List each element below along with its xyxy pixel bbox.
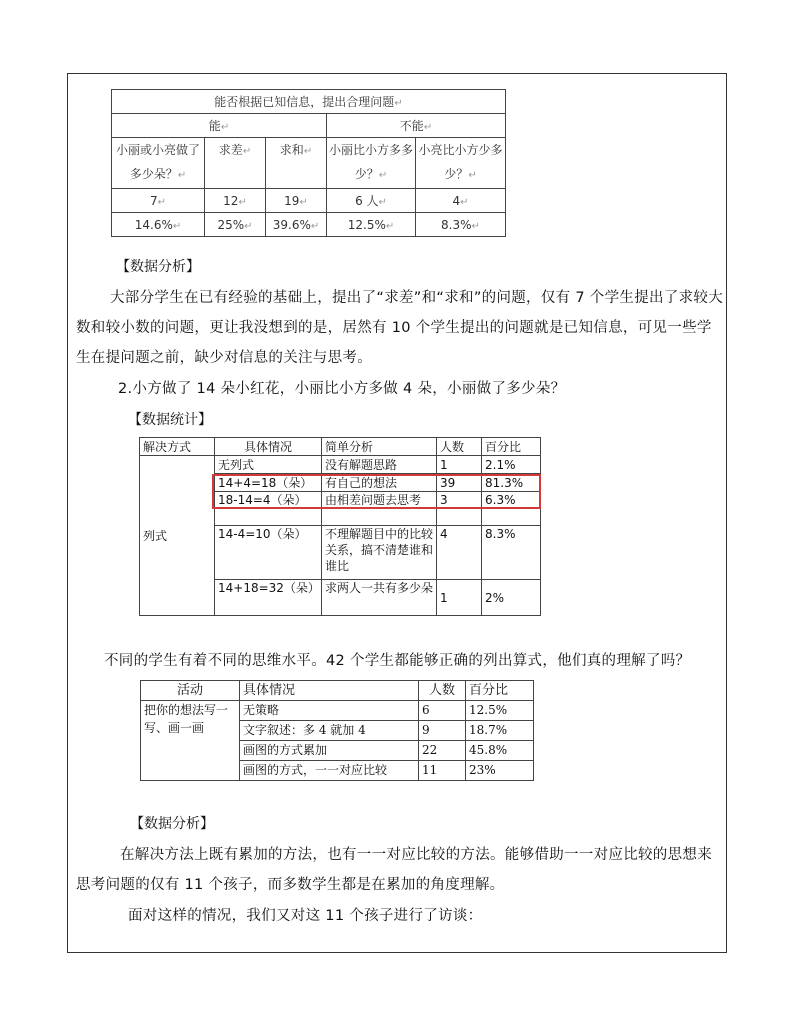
highlight-box xyxy=(212,474,541,509)
table2-detail: 14+4=18（朵） xyxy=(215,474,322,492)
table2-count: 3 xyxy=(437,492,482,526)
activity-table xyxy=(140,680,534,781)
table1-header-cell: 求和↵ xyxy=(266,138,327,189)
table2-header: 解决方式 xyxy=(140,438,215,456)
table3-header: 百分比 xyxy=(466,681,534,701)
table3-header: 活动 xyxy=(141,681,240,701)
table1-count-cell: 6 人↵ xyxy=(327,189,416,213)
table2-pct: 6.3% xyxy=(482,492,541,526)
question-2: 2.小方做了 14 朵小红花，小丽比小方多做 4 朵，小丽做了多少朵？ xyxy=(118,381,566,397)
table1-count-cell: 12↵ xyxy=(205,189,266,213)
table2-count: 4 xyxy=(437,526,482,580)
table3-count: 22 xyxy=(419,741,466,761)
table1-percent-cell: 14.6%↵ xyxy=(112,213,205,237)
table3-count: 9 xyxy=(419,721,466,741)
table3-detail: 无策略 xyxy=(240,701,419,721)
table2-header: 简单分析 xyxy=(322,438,437,456)
table1-percent-cell: 39.6%↵ xyxy=(266,213,327,237)
table2-pct: 8.3% xyxy=(482,526,541,580)
table3-header: 人数 xyxy=(419,681,466,701)
table1-percent-cell: 12.5%↵ xyxy=(327,213,416,237)
table3-pct: 23% xyxy=(466,761,534,781)
table3-pct: 45.8% xyxy=(466,741,534,761)
table3-pct: 12.5% xyxy=(466,701,534,721)
stats-heading: 【数据统计】 xyxy=(128,412,212,428)
table2-method-cell: 列式 xyxy=(140,456,215,616)
table2-pct: 2.1% xyxy=(482,456,541,474)
table2-analysis: 不理解题目中的比较关系，搞不清楚谁和谁比 xyxy=(322,526,437,580)
table2-detail: 无列式 xyxy=(215,456,322,474)
table2-analysis: 有自己的想法 xyxy=(322,474,437,492)
table1-percent-cell: 8.3%↵ xyxy=(416,213,506,237)
analysis-paragraph-1: 大部分学生在已有经验的基础上，提出了“求差”和“求和”的问题，仅有 7 个学生提出了求较大数和较小数的问题，更让我没想到的是，居然有 10 个学生提出的问题就是已知信息，可见一些学生在提问题之前，缺少对信息的关注与思考。 xyxy=(76,290,723,366)
table2-pct: 2% xyxy=(482,580,541,616)
table3-detail: 画图的方式累加 xyxy=(240,741,419,761)
table1-group-no: 不能↵ xyxy=(327,114,506,138)
table2-detail: 14-4=10（朵） xyxy=(215,526,322,580)
table1-count-cell: 4↵ xyxy=(416,189,506,213)
paragraph-2: 不同的学生有着不同的思维水平。42 个学生都能够正确的列出算式，他们真的理解了吗？ xyxy=(104,653,691,669)
table1-percent-cell: 25%↵ xyxy=(205,213,266,237)
analysis-heading-1: 【数据分析】 xyxy=(116,259,200,275)
table1-title: 能否根据已知信息，提出合理问题↵ xyxy=(112,90,506,114)
table1-count-cell: 19↵ xyxy=(266,189,327,213)
table2-detail: 18-14=4（朵） xyxy=(215,492,322,526)
table2-analysis: 求两人一共有多少朵 xyxy=(322,580,437,616)
table2-header: 百分比 xyxy=(482,438,541,456)
table2-analysis: 没有解题思路 xyxy=(322,456,437,474)
table3-count: 11 xyxy=(419,761,466,781)
table2-count: 1 xyxy=(437,580,482,616)
table3-pct: 18.7% xyxy=(466,721,534,741)
table3-detail: 文字叙述：多 4 就加 4 xyxy=(240,721,419,741)
table1-count-cell: 7↵ xyxy=(112,189,205,213)
table1-header-cell: 求差↵ xyxy=(205,138,266,189)
table3-activity-cell: 把你的想法写一写、画一画 xyxy=(141,701,240,781)
table2-header: 人数 xyxy=(437,438,482,456)
analysis-heading-2: 【数据分析】 xyxy=(130,816,214,832)
table2-detail: 14+18=32（朵） xyxy=(215,580,322,616)
closing-sentence: 面对这样的情况，我们又对这 11 个孩子进行了访谈： xyxy=(128,908,483,924)
table1-group-yes: 能↵ xyxy=(112,114,327,138)
table3-count: 6 xyxy=(419,701,466,721)
table2-analysis: 由相差问题去思考 xyxy=(322,492,437,526)
table2-count: 39 xyxy=(437,474,482,492)
table3-detail: 画图的方式，一一对应比较 xyxy=(240,761,419,781)
solution-method-table xyxy=(139,437,541,616)
analysis-paragraph-2: 在解决方法上既有累加的方法，也有一一对应比较的方法。能够借助一一对应比较的思想来思考问题的仅有 11 个孩子，而多数学生都是在累加的角度理解。 xyxy=(76,847,712,893)
table2-count: 1 xyxy=(437,456,482,474)
table1-header-cell: 小丽或小亮做了多少朵？↵ xyxy=(112,138,205,189)
table2-pct: 81.3% xyxy=(482,474,541,492)
table1-header-cell: 小亮比小方少多少？↵ xyxy=(416,138,506,189)
table2-header: 具体情况 xyxy=(215,438,322,456)
question-ability-table xyxy=(111,89,506,237)
table1-header-cell: 小丽比小方多多少？↵ xyxy=(327,138,416,189)
table3-header: 具体情况 xyxy=(240,681,419,701)
